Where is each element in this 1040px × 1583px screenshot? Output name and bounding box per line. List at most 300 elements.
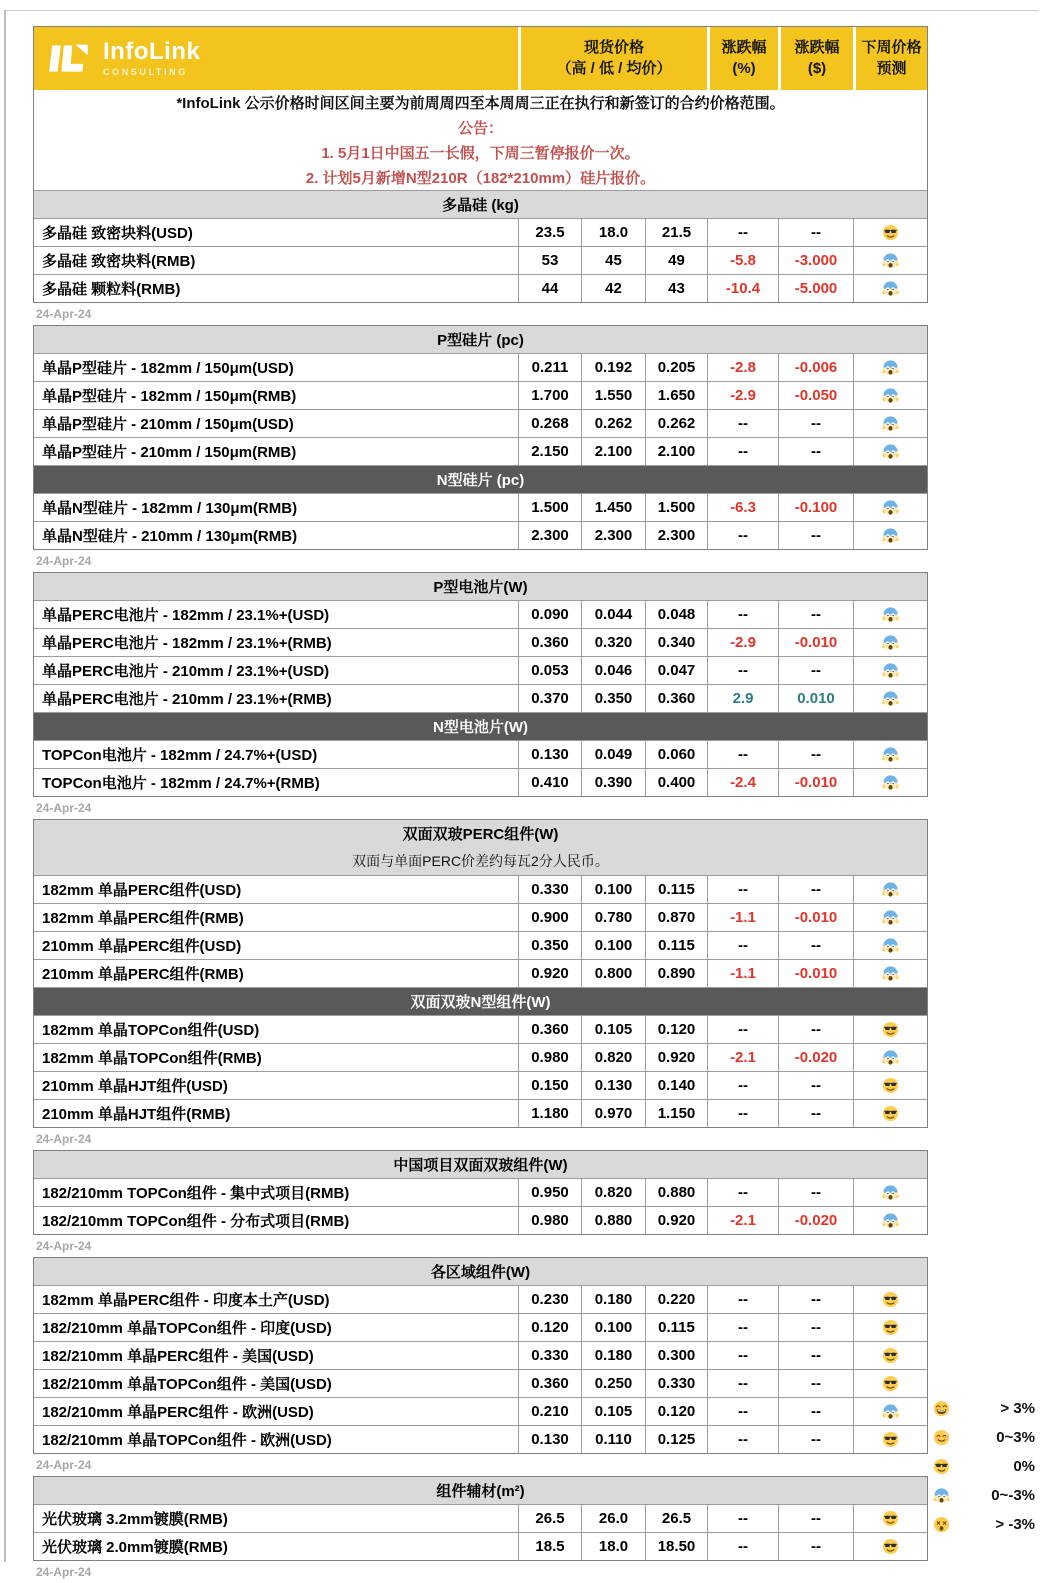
row-label: 210mm 单晶HJT组件(USD) xyxy=(42,1078,228,1095)
price-high-cell: 0.360 xyxy=(518,1016,581,1043)
row-label: 182mm 单晶PERC组件(USD) xyxy=(42,882,242,899)
section-title: 多晶硅 (kg) xyxy=(442,197,519,214)
scream-face-icon xyxy=(853,876,927,903)
change-pct-cell: -1.1 xyxy=(707,960,778,987)
price-report xyxy=(33,26,928,1583)
price-avg-cell: 0.120 xyxy=(645,1398,707,1425)
price-table-card xyxy=(33,1257,928,1454)
infolink-logo xyxy=(46,39,200,77)
change-usd-cell: -- xyxy=(778,1370,853,1397)
price-high-cell: 0.090 xyxy=(518,601,581,628)
change-usd-cell: -- xyxy=(778,1426,853,1453)
change-pct-cell: -- xyxy=(707,1342,778,1369)
col-header-forecast-line1: 下周价格 xyxy=(861,39,922,56)
price-low-cell: 0.390 xyxy=(581,769,645,796)
scream-face-icon xyxy=(853,522,927,549)
price-avg-cell: 0.400 xyxy=(645,769,707,796)
price-avg-cell: 0.920 xyxy=(645,1044,707,1071)
report-header-card xyxy=(33,26,928,303)
change-usd-cell: -0.020 xyxy=(778,1207,853,1234)
row-label: TOPCon电池片 - 182mm / 24.7%+(USD) xyxy=(42,747,318,764)
brand-subtitle: CONSULTING xyxy=(103,66,188,77)
section-header xyxy=(34,326,927,353)
sunglasses-face-icon xyxy=(853,219,927,246)
scream-face-icon xyxy=(853,382,927,409)
row-label: 182/210mm 单晶TOPCon组件 - 美国(USD) xyxy=(42,1376,332,1393)
change-pct-cell: -2.9 xyxy=(707,382,778,409)
section-date: 24-Apr-24 xyxy=(36,307,92,321)
sunglasses-face-icon xyxy=(853,1016,927,1043)
table-row xyxy=(34,875,927,903)
change-pct-cell: -- xyxy=(707,410,778,437)
table-row xyxy=(34,684,927,712)
price-avg-cell: 0.060 xyxy=(645,741,707,768)
forecast-legend xyxy=(933,1394,1035,1539)
price-low-cell: 1.450 xyxy=(581,494,645,521)
section-date: 24-Apr-24 xyxy=(36,1565,92,1579)
section-header xyxy=(34,1477,927,1504)
price-low-cell: 2.100 xyxy=(581,438,645,465)
change-usd-cell: -- xyxy=(778,657,853,684)
announcement-item: 1. 5月1日中国五一长假，下周三暂停报价一次。 xyxy=(321,145,640,162)
scream-face-icon xyxy=(933,1487,950,1504)
price-table-card xyxy=(33,1150,928,1235)
change-pct-cell: -2.4 xyxy=(707,769,778,796)
price-low-cell: 1.550 xyxy=(581,382,645,409)
logo-cell xyxy=(34,27,518,90)
col-header-change-usd-line2: ($) xyxy=(807,59,827,77)
price-avg-cell: 0.360 xyxy=(645,685,707,712)
legend-item xyxy=(933,1394,1035,1423)
row-label: 182/210mm 单晶TOPCon组件 - 印度(USD) xyxy=(42,1320,332,1337)
price-avg-cell: 0.120 xyxy=(645,1016,707,1043)
change-pct-cell: -1.1 xyxy=(707,904,778,931)
scream-face-icon xyxy=(853,601,927,628)
scream-face-icon xyxy=(853,410,927,437)
price-low-cell: 0.780 xyxy=(581,904,645,931)
table-row xyxy=(34,1341,927,1369)
price-low-cell: 0.100 xyxy=(581,1314,645,1341)
price-low-cell: 0.105 xyxy=(581,1016,645,1043)
page-frame-left-line xyxy=(4,10,6,1562)
row-label: 多晶硅 颗粒料(RMB) xyxy=(42,281,181,298)
price-high-cell: 0.150 xyxy=(518,1072,581,1099)
change-pct-cell: -- xyxy=(707,1016,778,1043)
legend-label: 0% xyxy=(1013,1458,1035,1475)
change-usd-cell: -- xyxy=(778,1398,853,1425)
legend-item xyxy=(933,1452,1035,1481)
change-usd-cell: -0.010 xyxy=(778,629,853,656)
row-label: 单晶P型硅片 - 210mm / 150μm(RMB) xyxy=(42,444,297,461)
table-row xyxy=(34,246,927,274)
price-avg-cell: 21.5 xyxy=(645,219,707,246)
col-header-change-usd xyxy=(778,27,853,90)
row-label: 光伏玻璃 2.0mm镀膜(RMB) xyxy=(42,1539,228,1556)
price-avg-cell: 0.140 xyxy=(645,1072,707,1099)
section-title: P型硅片 (pc) xyxy=(437,332,524,349)
change-pct-cell: -2.9 xyxy=(707,629,778,656)
scream-face-icon xyxy=(853,960,927,987)
section-date: 24-Apr-24 xyxy=(36,1239,92,1253)
brand-name: InfoLink xyxy=(103,38,201,66)
price-high-cell: 0.370 xyxy=(518,685,581,712)
price-high-cell: 0.053 xyxy=(518,657,581,684)
table-row xyxy=(34,1015,927,1043)
change-pct-cell: -- xyxy=(707,438,778,465)
section-title: N型电池片(W) xyxy=(433,719,528,736)
sunglasses-face-icon xyxy=(853,1314,927,1341)
section-header xyxy=(34,987,927,1015)
table-row xyxy=(34,600,927,628)
price-avg-cell: 1.150 xyxy=(645,1100,707,1127)
price-low-cell: 0.130 xyxy=(581,1072,645,1099)
scream-face-icon xyxy=(853,769,927,796)
table-row xyxy=(34,1099,927,1127)
price-high-cell: 0.350 xyxy=(518,932,581,959)
price-avg-cell: 0.870 xyxy=(645,904,707,931)
table-row xyxy=(34,959,927,987)
table-row xyxy=(34,1397,927,1425)
sunglasses-face-icon xyxy=(853,1072,927,1099)
change-pct-cell: -2.1 xyxy=(707,1207,778,1234)
price-low-cell: 0.110 xyxy=(581,1426,645,1453)
section-header xyxy=(34,465,927,493)
price-high-cell: 1.180 xyxy=(518,1100,581,1127)
infolink-logo-mark-icon xyxy=(46,40,94,77)
change-pct-cell: -- xyxy=(707,1370,778,1397)
row-label: 单晶P型硅片 - 210mm / 150μm(USD) xyxy=(42,416,294,433)
price-avg-cell: 0.047 xyxy=(645,657,707,684)
legend-label: 0~-3% xyxy=(991,1487,1035,1504)
scream-face-icon xyxy=(853,1044,927,1071)
change-pct-cell: -- xyxy=(707,601,778,628)
price-high-cell: 23.5 xyxy=(518,219,581,246)
price-avg-cell: 18.50 xyxy=(645,1533,707,1560)
price-low-cell: 18.0 xyxy=(581,219,645,246)
section-title: P型电池片(W) xyxy=(433,579,528,596)
change-usd-cell: -- xyxy=(778,741,853,768)
page-frame-top-line xyxy=(4,10,1038,11)
table-row xyxy=(34,1285,927,1313)
price-low-cell: 0.820 xyxy=(581,1179,645,1206)
price-table-card xyxy=(33,1476,928,1561)
row-label: 单晶PERC电池片 - 182mm / 23.1%+(USD) xyxy=(42,607,330,624)
change-usd-cell: -- xyxy=(778,1314,853,1341)
price-high-cell: 53 xyxy=(518,247,581,274)
table-row xyxy=(34,740,927,768)
sunglasses-face-icon xyxy=(853,1505,927,1532)
scream-face-icon xyxy=(853,657,927,684)
table-row xyxy=(34,1532,927,1560)
col-header-spot-price-line2: （高 / 低 / 均价） xyxy=(556,59,672,77)
table-row xyxy=(34,628,927,656)
change-usd-cell: -0.100 xyxy=(778,494,853,521)
price-avg-cell: 0.115 xyxy=(645,932,707,959)
scream-face-icon xyxy=(853,438,927,465)
table-row xyxy=(34,1504,927,1532)
row-label: 单晶PERC电池片 - 210mm / 23.1%+(USD) xyxy=(42,663,330,680)
price-high-cell: 18.5 xyxy=(518,1533,581,1560)
price-low-cell: 0.046 xyxy=(581,657,645,684)
change-usd-cell: -0.010 xyxy=(778,960,853,987)
section-date: 24-Apr-24 xyxy=(36,801,92,815)
scream-face-icon xyxy=(853,275,927,302)
change-pct-cell: -- xyxy=(707,1179,778,1206)
table-row xyxy=(34,353,927,381)
scream-face-icon xyxy=(853,247,927,274)
price-low-cell: 0.820 xyxy=(581,1044,645,1071)
price-high-cell: 26.5 xyxy=(518,1505,581,1532)
disclaimer-text: *InfoLink 公示价格时间区间主要为前周周四至本周周三正在执行和新签订的合约价格范围。 xyxy=(176,95,785,112)
price-table-card xyxy=(33,325,928,550)
table-row xyxy=(34,1425,927,1453)
price-avg-cell: 0.048 xyxy=(645,601,707,628)
section-header xyxy=(34,820,927,847)
price-avg-cell: 43 xyxy=(645,275,707,302)
row-label: 单晶PERC电池片 - 182mm / 23.1%+(RMB) xyxy=(42,635,332,652)
change-usd-cell: -- xyxy=(778,1342,853,1369)
change-usd-cell: -- xyxy=(778,1179,853,1206)
change-usd-cell: -- xyxy=(778,601,853,628)
section-date: 24-Apr-24 xyxy=(36,1132,92,1146)
row-label: 182/210mm 单晶PERC组件 - 欧洲(USD) xyxy=(42,1404,314,1421)
section-title: 双面双玻N型组件(W) xyxy=(410,994,551,1011)
legend-label: 0~3% xyxy=(996,1429,1035,1446)
sunglasses-face-icon xyxy=(853,1100,927,1127)
row-label: 单晶N型硅片 - 210mm / 130μm(RMB) xyxy=(42,528,298,545)
section-title: 双面双玻PERC组件(W) xyxy=(402,826,559,843)
change-pct-cell: 2.9 xyxy=(707,685,778,712)
price-avg-cell: 0.330 xyxy=(645,1370,707,1397)
change-pct-cell: -2.1 xyxy=(707,1044,778,1071)
scream-face-icon xyxy=(853,494,927,521)
scream-face-icon xyxy=(853,685,927,712)
col-header-change-usd-line1: 涨跌幅 xyxy=(794,39,840,56)
change-pct-cell: -- xyxy=(707,932,778,959)
table-row xyxy=(34,1178,927,1206)
scream-face-icon xyxy=(853,1179,927,1206)
col-header-change-pct-line2: (%) xyxy=(732,59,756,77)
change-usd-cell: -0.006 xyxy=(778,354,853,381)
price-avg-cell: 2.100 xyxy=(645,438,707,465)
legend-label: > 3% xyxy=(1000,1400,1035,1417)
price-low-cell: 0.192 xyxy=(581,354,645,381)
row-label: 单晶P型硅片 - 182mm / 150μm(USD) xyxy=(42,360,294,377)
row-label: 182mm 单晶PERC组件(RMB) xyxy=(42,910,244,927)
change-usd-cell: -- xyxy=(778,1286,853,1313)
change-usd-cell: -- xyxy=(778,1100,853,1127)
change-pct-cell: -- xyxy=(707,657,778,684)
legend-item xyxy=(933,1510,1035,1539)
price-avg-cell: 1.650 xyxy=(645,382,707,409)
price-low-cell: 0.262 xyxy=(581,410,645,437)
price-low-cell: 0.880 xyxy=(581,1207,645,1234)
change-usd-cell: -- xyxy=(778,438,853,465)
price-low-cell: 0.250 xyxy=(581,1370,645,1397)
section-subtitle: 双面与单面PERC价差约每瓦2分人民币。 xyxy=(34,847,927,875)
price-avg-cell: 0.220 xyxy=(645,1286,707,1313)
price-avg-cell: 0.125 xyxy=(645,1426,707,1453)
table-row xyxy=(34,437,927,465)
change-pct-cell: -- xyxy=(707,1286,778,1313)
price-high-cell: 0.950 xyxy=(518,1179,581,1206)
price-high-cell: 0.920 xyxy=(518,960,581,987)
change-pct-cell: -- xyxy=(707,219,778,246)
scream-face-icon xyxy=(853,1207,927,1234)
table-row xyxy=(34,521,927,549)
price-high-cell: 1.500 xyxy=(518,494,581,521)
change-usd-cell: -- xyxy=(778,1016,853,1043)
table-row xyxy=(34,493,927,521)
section-date: 24-Apr-24 xyxy=(36,1458,92,1472)
col-header-forecast xyxy=(853,27,927,90)
price-avg-cell: 0.300 xyxy=(645,1342,707,1369)
table-header-band xyxy=(34,27,927,90)
change-pct-cell: -- xyxy=(707,741,778,768)
price-low-cell: 0.320 xyxy=(581,629,645,656)
sunglasses-face-icon xyxy=(853,1370,927,1397)
announcement-title: 公告： xyxy=(457,120,503,137)
col-header-spot-price-line1: 现货价格 xyxy=(583,39,644,56)
price-low-cell: 26.0 xyxy=(581,1505,645,1532)
price-high-cell: 2.150 xyxy=(518,438,581,465)
row-label: 光伏玻璃 3.2mm镀膜(RMB) xyxy=(42,1511,228,1528)
price-high-cell: 0.230 xyxy=(518,1286,581,1313)
row-label: 多晶硅 致密块料(USD) xyxy=(42,225,193,242)
change-usd-cell: -3.000 xyxy=(778,247,853,274)
price-high-cell: 0.980 xyxy=(518,1207,581,1234)
change-pct-cell: -- xyxy=(707,1505,778,1532)
price-avg-cell: 1.500 xyxy=(645,494,707,521)
announcement-item: 2. 计划5月新增N型210R（182*210mm）硅片报价。 xyxy=(305,170,656,187)
price-high-cell: 0.360 xyxy=(518,629,581,656)
table-row xyxy=(34,409,927,437)
price-high-cell: 0.130 xyxy=(518,1426,581,1453)
scream-face-icon xyxy=(853,741,927,768)
change-pct-cell: -- xyxy=(707,1398,778,1425)
row-label: 182/210mm TOPCon组件 - 分布式项目(RMB) xyxy=(42,1213,350,1230)
price-avg-cell: 0.115 xyxy=(645,1314,707,1341)
row-label: 单晶N型硅片 - 182mm / 130μm(RMB) xyxy=(42,500,298,517)
grin-face-icon xyxy=(933,1400,950,1417)
section-header xyxy=(34,573,927,600)
price-low-cell: 2.300 xyxy=(581,522,645,549)
table-row xyxy=(34,1313,927,1341)
price-high-cell: 0.130 xyxy=(518,741,581,768)
price-low-cell: 0.100 xyxy=(581,932,645,959)
change-pct-cell: -2.8 xyxy=(707,354,778,381)
scream-face-icon xyxy=(853,629,927,656)
section-header xyxy=(34,1258,927,1285)
change-usd-cell: -0.010 xyxy=(778,904,853,931)
price-high-cell: 2.300 xyxy=(518,522,581,549)
table-row xyxy=(34,903,927,931)
table-row xyxy=(34,1071,927,1099)
row-label: 182/210mm 单晶TOPCon组件 - 欧洲(USD) xyxy=(42,1432,332,1449)
price-high-cell: 44 xyxy=(518,275,581,302)
col-header-change-pct-line1: 涨跌幅 xyxy=(721,39,767,56)
price-high-cell: 1.700 xyxy=(518,382,581,409)
price-avg-cell: 2.300 xyxy=(645,522,707,549)
table-row xyxy=(34,381,927,409)
dizzy-face-icon xyxy=(933,1516,950,1533)
change-usd-cell: -- xyxy=(778,1072,853,1099)
price-high-cell: 0.268 xyxy=(518,410,581,437)
section-date: 24-Apr-24 xyxy=(36,554,92,568)
row-label: TOPCon电池片 - 182mm / 24.7%+(RMB) xyxy=(42,775,320,792)
price-low-cell: 0.800 xyxy=(581,960,645,987)
price-low-cell: 0.049 xyxy=(581,741,645,768)
change-pct-cell: -- xyxy=(707,1314,778,1341)
table-row xyxy=(34,931,927,959)
change-usd-cell: -- xyxy=(778,876,853,903)
section-header xyxy=(34,1151,927,1178)
section-title: 中国项目双面双玻组件(W) xyxy=(393,1157,568,1174)
price-low-cell: 42 xyxy=(581,275,645,302)
price-avg-cell: 0.890 xyxy=(645,960,707,987)
price-low-cell: 0.350 xyxy=(581,685,645,712)
table-row xyxy=(34,1369,927,1397)
col-header-change-pct xyxy=(707,27,778,90)
price-low-cell: 18.0 xyxy=(581,1533,645,1560)
smile-face-icon xyxy=(933,1429,950,1446)
change-usd-cell: -0.020 xyxy=(778,1044,853,1071)
price-high-cell: 0.330 xyxy=(518,876,581,903)
price-low-cell: 0.180 xyxy=(581,1286,645,1313)
row-label: 182/210mm 单晶PERC组件 - 美国(USD) xyxy=(42,1348,314,1365)
price-avg-cell: 0.205 xyxy=(645,354,707,381)
legend-item xyxy=(933,1481,1035,1510)
table-row xyxy=(34,1206,927,1234)
row-label: 182mm 单晶TOPCon组件(USD) xyxy=(42,1022,260,1039)
change-usd-cell: -5.000 xyxy=(778,275,853,302)
legend-label: > -3% xyxy=(995,1516,1035,1533)
change-usd-cell: -- xyxy=(778,522,853,549)
change-usd-cell: -- xyxy=(778,219,853,246)
row-label: 182mm 单晶TOPCon组件(RMB) xyxy=(42,1050,262,1067)
change-pct-cell: -5.8 xyxy=(707,247,778,274)
change-usd-cell: 0.010 xyxy=(778,685,853,712)
section-title: 组件辅材(m²) xyxy=(436,1483,525,1500)
row-label: 单晶PERC电池片 - 210mm / 23.1%+(RMB) xyxy=(42,691,332,708)
price-avg-cell: 0.115 xyxy=(645,876,707,903)
row-label: 182/210mm TOPCon组件 - 集中式项目(RMB) xyxy=(42,1185,350,1202)
change-pct-cell: -- xyxy=(707,1533,778,1560)
price-low-cell: 0.105 xyxy=(581,1398,645,1425)
change-pct-cell: -6.3 xyxy=(707,494,778,521)
row-label: 210mm 单晶PERC组件(USD) xyxy=(42,938,242,955)
sunglasses-face-icon xyxy=(933,1458,950,1475)
table-row xyxy=(34,1043,927,1071)
scream-face-icon xyxy=(853,932,927,959)
scream-face-icon xyxy=(853,904,927,931)
change-usd-cell: -- xyxy=(778,1533,853,1560)
section-header xyxy=(34,712,927,740)
price-high-cell: 0.210 xyxy=(518,1398,581,1425)
price-high-cell: 0.360 xyxy=(518,1370,581,1397)
table-row xyxy=(34,218,927,246)
change-usd-cell: -- xyxy=(778,932,853,959)
row-label: 210mm 单晶HJT组件(RMB) xyxy=(42,1106,231,1123)
change-pct-cell: -- xyxy=(707,1100,778,1127)
section-title: N型硅片 (pc) xyxy=(436,472,525,489)
scream-face-icon xyxy=(853,1398,927,1425)
price-low-cell: 0.044 xyxy=(581,601,645,628)
sunglasses-face-icon xyxy=(853,1426,927,1453)
price-high-cell: 0.211 xyxy=(518,354,581,381)
change-pct-cell: -- xyxy=(707,1072,778,1099)
price-high-cell: 0.330 xyxy=(518,1342,581,1369)
